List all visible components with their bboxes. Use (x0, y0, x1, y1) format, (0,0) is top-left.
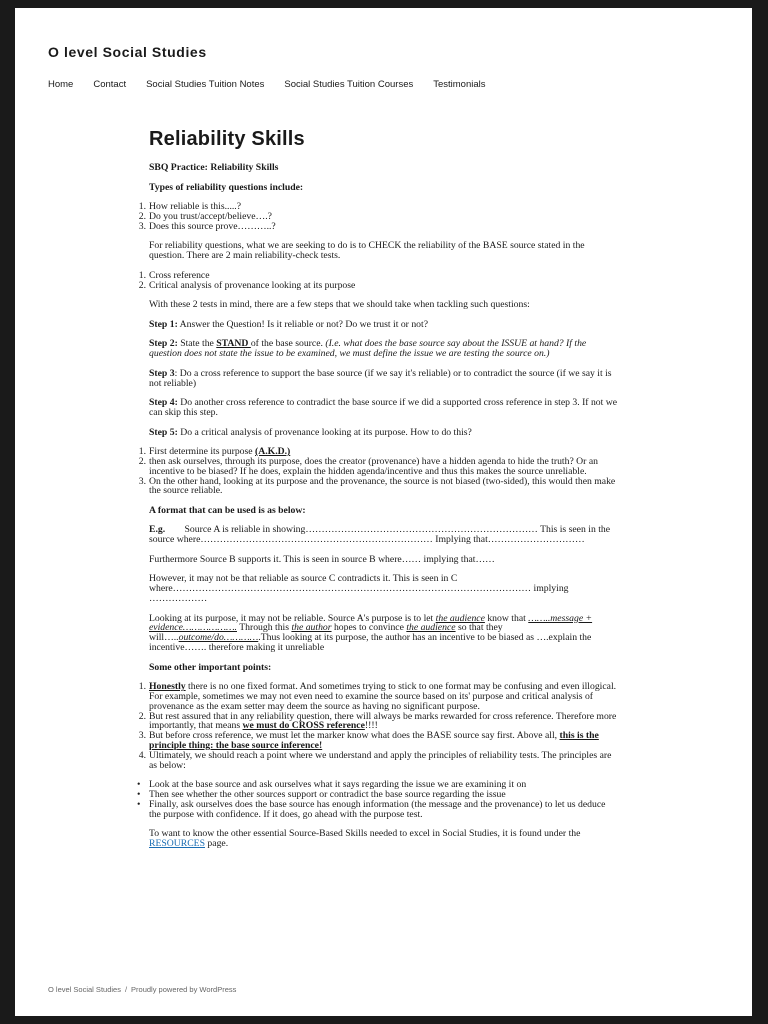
step-1: Step 1: Answer the Question! Is it reliable or not? Do we trust it or not? (149, 318, 429, 330)
step-5: Step 5: Do a critical analysis of provenance looking at its purpose. How to do this? (149, 426, 472, 438)
format-purpose: Looking at its purpose, it may not be reliable. Source A's purpose is to let the audience know that ……..message + evidence………………. Through this the author hopes to convince the audience so that they will…..outcome/do………….Thus looking at its purpose, the author has an incentive to be biased as ….explain the incentive……. therefore making it unreliable (149, 612, 593, 654)
other-heading: Some other important points: (149, 661, 272, 673)
list-item: 1. Honestly there is no one fixed format. And sometimes trying to stick to one format may be confusing and even illogical. For example, sometimes we may not even need to examine the source based on its' purpose and critical analysis of provenance as the exam setter may deem the source as having no significant purpose. (138, 681, 617, 712)
points-list (138, 681, 619, 771)
step-4: Step 4: Do another cross reference to contradict the base source if we did a supported cross reference in step 3. If not we can skip this step. (149, 397, 618, 418)
list-item: • Then see whether the other sources support or contradict the base source regarding the issue (149, 790, 619, 800)
list-item: 3. Does this source prove………..? (138, 220, 276, 232)
list-item: • Look at the base source and ask ourselves what it says regarding the issue we are examining it on (149, 780, 619, 790)
page-title: Reliability Skills (149, 128, 305, 150)
list-item: 3. On the other hand, looking at its purpose and the provenance, the source is not biased (two-sided), this would then make the source reliable. (138, 475, 616, 497)
list-item: 2. then ask ourselves, through its purpose, does the creator (provenance) have a hidden agenda to hide the truth? Or an incentive to be biased? If he does, explain the hidden agenda/incentive and thus this makes the source unreliable. (138, 455, 598, 477)
footer-separator: / (124, 985, 128, 994)
article-subtitle: SBQ Practice: Reliability Skills (149, 162, 279, 173)
purpose-list (138, 446, 619, 497)
list-item: 4. Ultimately, we should reach a point where we understand and apply the principles of reliability tests. The principles are as below: (138, 749, 612, 771)
list-item: 1. How reliable is this.....? (138, 201, 242, 213)
intro-paragraph: For reliability questions, what we are seeking to do is to CHECK the reliability of the BASE source stated in the question. There are 2 main reliability-check tests. (149, 240, 585, 262)
format-however: However, it may not be that reliable as source C contradicts it. This is seen in C where………………………………………………………………………………………………… implying ……………… (149, 573, 569, 605)
format-example: E.g. Source A is reliable in showing……………………………………………………………… This is seen in the source where……………………………………………………………… Implying that………………………… (149, 524, 613, 546)
nav-testimonials[interactable]: Testimonials (433, 79, 486, 90)
closing-paragraph: To want to know the other essential Source-Based Skills needed to excel in Social Studies, it is found under the RESOURCES page. (149, 828, 581, 849)
step-2: Step 2: State the STAND of the base source. (I.e. what does the base source say about the ISSUE at hand? If the question does not state the issue to be examined, we must define the issue we are testing the source on.) (149, 338, 587, 360)
list-item: 2. But rest assured that in any reliability question, there will always be marks rewarded for cross reference. Therefore more importantly, that means we must do CROSS reference!!!! (138, 710, 617, 732)
types-heading: Types of reliability questions include: (149, 181, 304, 193)
nav-home[interactable]: Home (48, 79, 74, 90)
list-item: • Finally, ask ourselves does the base source has enough information (the message and the provenance) to let us deduce the purpose with confidence. If it does, go ahead with the purpose test. (149, 800, 619, 820)
nav-tuition-courses[interactable]: Social Studies Tuition Courses (284, 79, 414, 90)
article (138, 128, 619, 859)
tests-list (138, 269, 619, 291)
types-list (138, 201, 619, 232)
site-title[interactable]: O level Social Studies (48, 44, 207, 60)
format-furthermore: Furthermore Source B supports it. This is seen in source B where…… implying that…… (149, 553, 495, 565)
list-item: 1. Cross reference (138, 269, 210, 281)
main-nav (48, 79, 486, 90)
list-item: 1. First determine its purpose (A.K.D.) (138, 446, 291, 458)
resources-link[interactable]: RESOURCES (149, 837, 205, 849)
footer-wordpress-link[interactable]: Proudly powered by WordPress (131, 985, 237, 994)
principles-list (149, 780, 619, 819)
nav-tuition-notes[interactable]: Social Studies Tuition Notes (146, 79, 265, 90)
nav-contact[interactable]: Contact (93, 79, 127, 90)
list-item: 2. Do you trust/accept/believe….? (138, 210, 272, 222)
site-footer (48, 985, 236, 994)
step-3: Step 3: Do a cross reference to support the base source (if we say it's reliable) or to contradict the source (if we say it is not reliable) (149, 367, 612, 389)
list-item: 2. Critical analysis of provenance looking at its purpose (138, 279, 356, 291)
format-heading: A format that can be used is as below: (149, 504, 306, 516)
page (15, 8, 752, 1016)
list-item: 3. But before cross reference, we must let the marker know what does the BASE source say first. Above all, this is the principle thing: the base source inference! (138, 730, 599, 752)
footer-site-link[interactable]: O level Social Studies (48, 985, 121, 994)
steps-intro: With these 2 tests in mind, there are a few steps that we should take when tackling such questions: (149, 299, 530, 311)
